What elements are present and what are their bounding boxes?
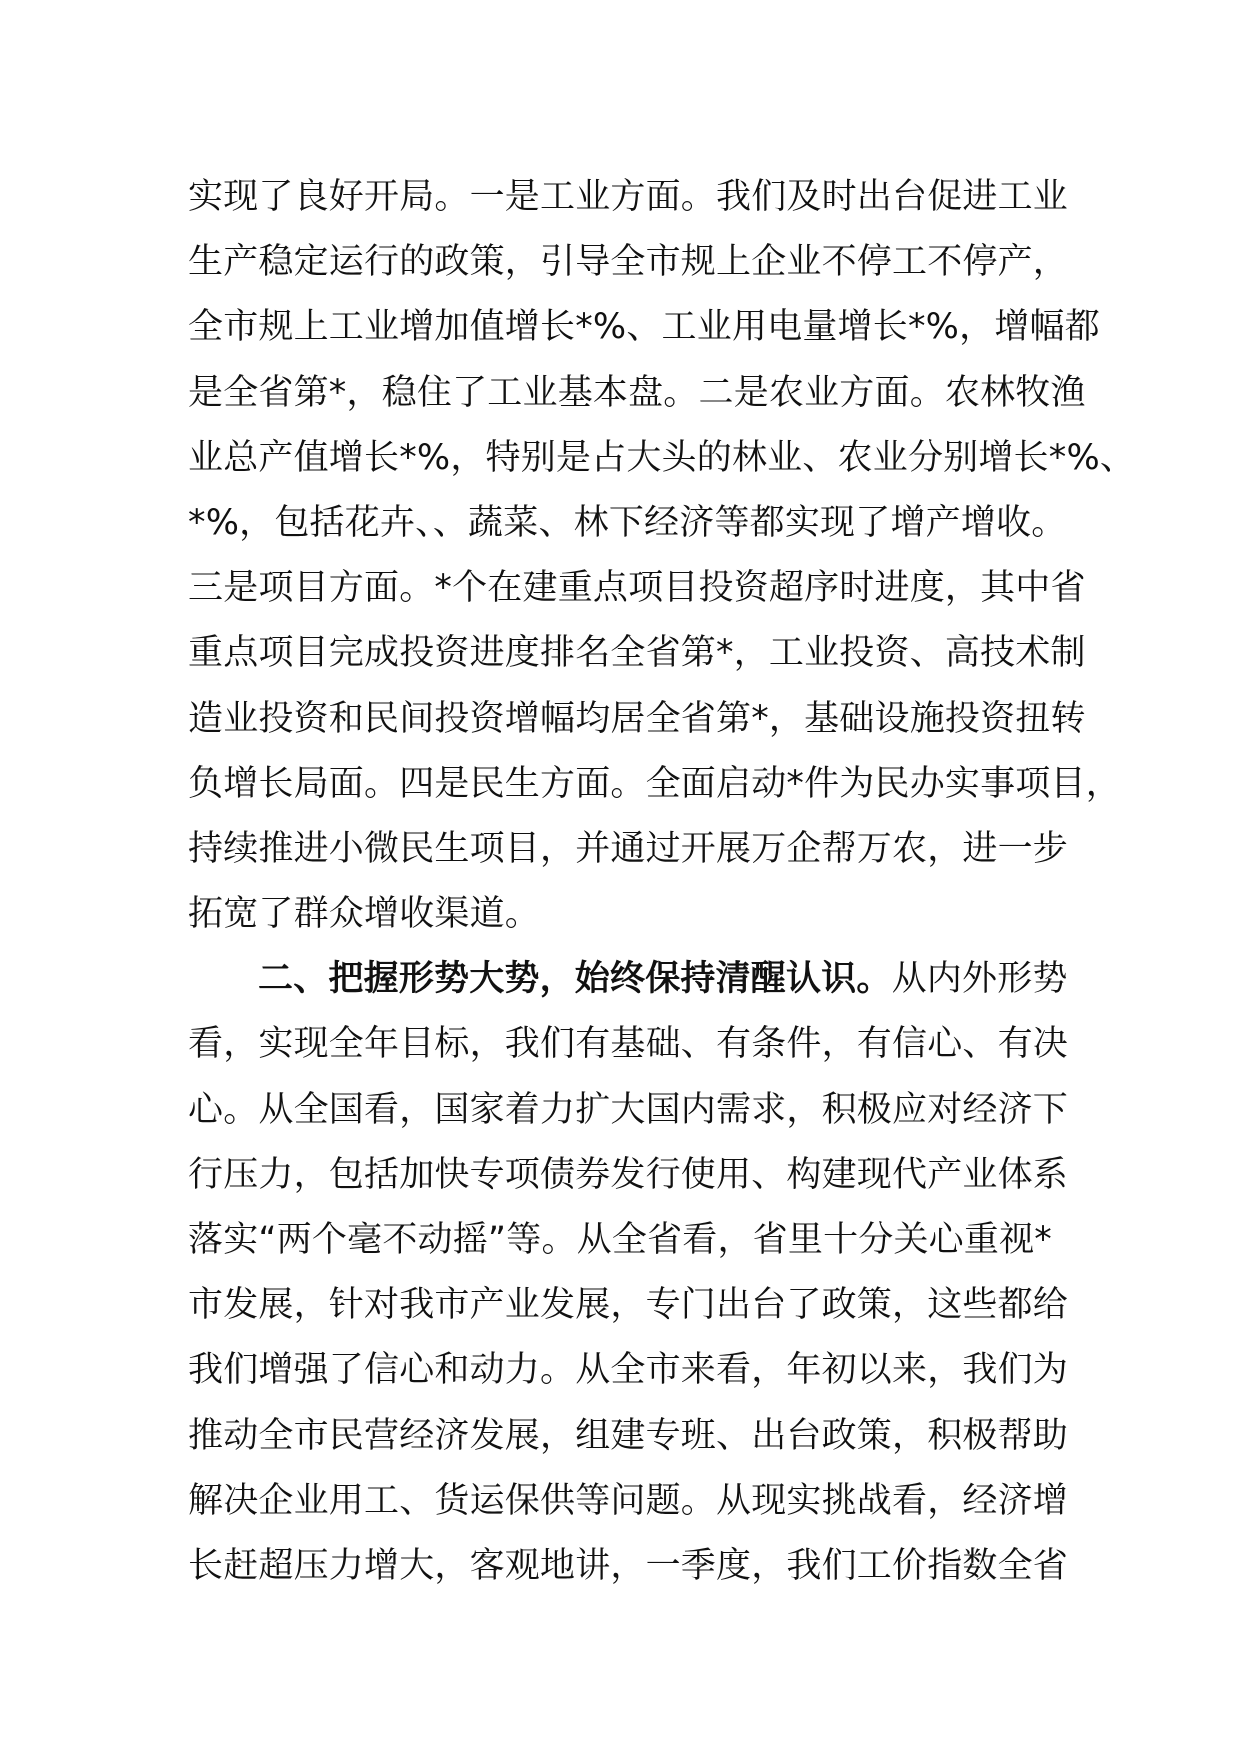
text-line: 市发展，针对我市产业发展，专门出台了政策，这些都给: [188, 1285, 1069, 1326]
text-line: 解决企业用工、货运保供等问题。从现实挑战看，经济增: [188, 1480, 1069, 1521]
text-line: 造业投资和民间投资增幅均居全省第*，基础设施投资扭转: [188, 698, 1086, 739]
text-line: 推动全市民营经济发展，组建专班、出台政策，积极帮助: [188, 1415, 1069, 1456]
text-line: 长赶超压力增大，客观地讲，一季度，我们工价指数全省: [188, 1545, 1069, 1586]
text-line: 业总产值增长*%，特别是占大头的林业、农业分别增长*%、: [188, 437, 1136, 478]
text-line: 三是项目方面。*个在建重点项目投资超序时进度，其中省: [188, 568, 1086, 609]
text-line: 重点项目完成投资进度排名全省第*，工业投资、高技术制: [188, 633, 1086, 674]
text-line: 我们增强了信心和动力。从全市来看，年初以来，我们为: [188, 1350, 1069, 1391]
text-line: 生产稳定运行的政策，引导全市规上企业不停工不停产，: [188, 242, 1069, 283]
document-body: [188, 165, 1136, 1599]
text-line: 拓宽了群众增收渠道。: [188, 894, 541, 935]
text-line: 行压力，包括加快专项债券发行使用、构建现代产业体系: [188, 1154, 1069, 1195]
section-2-line-rest: 从内外形势: [891, 959, 1068, 1000]
text-line: 实现了良好开局。一是工业方面。我们及时出台促进工业: [188, 177, 1069, 217]
text-line: 是全省第*，稳住了工业基本盘。二是农业方面。农林牧渔: [188, 372, 1086, 413]
text-line: 落实“两个毫不动摇”等。从全省看，省里十分关心重视*: [188, 1220, 1052, 1260]
text-line: 负增长局面。四是民生方面。全面启动*件为民办实事项目，: [188, 763, 1121, 804]
text-line: 看，实现全年目标，我们有基础、有条件，有信心、有决: [188, 1024, 1069, 1065]
section-2-heading: 二、把握形势大势，始终保持清醒认识。: [258, 959, 892, 1000]
text-line: 全市规上工业增加值增长*%、工业用电量增长*%，增幅都: [188, 307, 1100, 348]
section-2-first-line: [188, 947, 1088, 1012]
text-line: 心。从全国看，国家着力扩大国内需求，积极应对经济下: [188, 1089, 1069, 1130]
text-line: *%，包括花卉、、蔬菜、林下经济等都实现了增产增收。: [188, 502, 1067, 543]
text-line: 持续推进小微民生项目，并通过开展万企帮万农，进一步: [188, 828, 1069, 869]
